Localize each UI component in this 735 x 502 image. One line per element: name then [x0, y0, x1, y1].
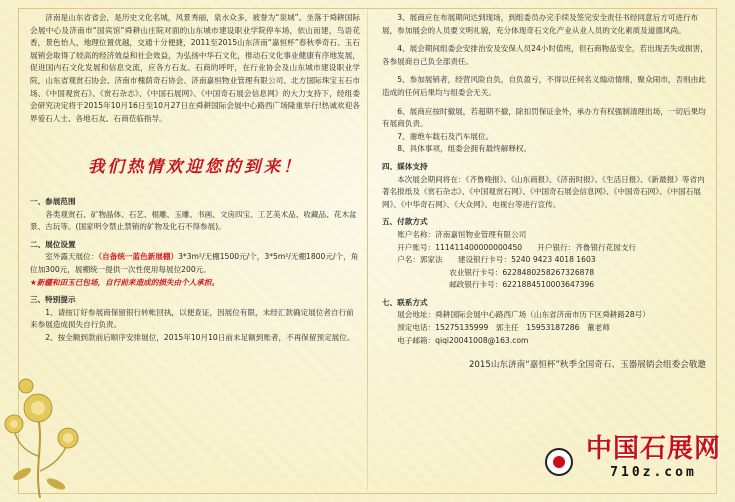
section-body-media: 本次展会期间将在：《齐鲁晚报》、《山东商报》、《济南时报》、《生活日报》、《新最报》等省内著名报纸及《赏石杂志》、《中国观赏石网》、《中国奇石展会信息网》、《中国奇石网》、《中国石展网》、《中华奇石网》、《大众网》、电视台等进行宣传。: [382, 174, 705, 209]
payee-postal: 邮政银行卡号：6221884510003647396: [449, 280, 595, 290]
payee-abc: 农业银行卡号：6228480258267326878: [449, 267, 595, 277]
section-title-tips: 三、特别提示: [30, 295, 76, 305]
section-title-contact: 七、联系方式: [382, 297, 428, 307]
rule-6: 6、展商应按时撤展，若超期不撤，除扣罚保证金外，承办方有权强制清理出场，一切后果均有展商负责。: [382, 106, 706, 129]
organizer-signature: 2015山东济南“嘉恒杯”秋季全国奇石、玉器展销会组委会敬邀: [468, 360, 706, 371]
section-body-scope: 各类观赏石、矿物晶体、石艺、根雕、玉雕、书画、文房四宝、工艺美术品、收藏品、花木盆景、古玩等。(国家明令禁止禁销的矿物及化石不得参展)。: [30, 209, 357, 232]
section-title-scope: 一、参展范围: [30, 196, 76, 206]
rule-4: 4、展会期间组委会安排治安及安保人员24小时值班，但石商物品安全，若出现丢失或损害，各参展商自己负全部责任。: [382, 44, 708, 66]
booking-phone: 预定电话：15275135999 郭主任 15953187286 董老师: [397, 323, 610, 333]
booth-tent-note: （自备统一蓝色新展棚）: [98, 252, 179, 262]
account-number: 开户账号：111411400000000450 开户银行：齐鲁银行花园支行: [397, 242, 637, 252]
rule-8: 8、具体事项，组委会拥有最终解释权。: [397, 144, 532, 154]
section-title-media: 四、媒体支持: [382, 161, 428, 171]
rule-3: 3、展商应在布展期间达到现场，到组委员办完手续及签完安全责任书经同意后方可进行布展，参加展会的人员要文明礼貌，充分体现奇石文化产业从业人员的文化素质及道德风尚。: [382, 13, 699, 35]
rule-5: 5、参加展销者，经营风险自负，自负盈亏，不得以任何名义煽动情绪，聚众闹市，否则由此造成的任何后果均与组委会无关。: [382, 75, 706, 97]
venue-address: 展会地址：舜耕国际会展中心路西广场（山东省济南市历下区舜耕路28号）: [397, 310, 650, 320]
booth-pricing: 室外露天展位：（自备统一蓝色新展棚）3*3m²/无棚1500元/个，3*5m²/无棚1800元/个，角位加300元，展棚统一提供一次性使用每展位200元。: [30, 252, 359, 274]
rule-7: 7、谢绝车载石及汽车展位。: [397, 131, 494, 141]
left-column: [30, 12, 360, 344]
welcome-heading: 我们热情欢迎您的到来！: [88, 157, 303, 177]
account-name: 账户名称：济南嘉恒物业管理有限公司: [397, 229, 527, 239]
section-title-booth: 二、展位设置: [30, 239, 76, 249]
flower-decoration: [4, 356, 82, 498]
right-column: [382, 12, 712, 372]
watermark-url: 710z.com: [610, 465, 697, 480]
watermark-site-name: 中国石展网: [585, 434, 721, 464]
contact-email[interactable]: 电子邮箱：qiqi20041008@163.com: [397, 335, 529, 345]
tip-1: 1、请按订好参展商保留银行转帐回执，以便查证，因展位有限，未经汇款确定展位者自行前来参展造成损失自行负责。: [30, 307, 354, 330]
intro-paragraph: 济南是山东省省会，是历史文化名城，风景秀丽，泉水众多，被誉为“泉城”。坐落于舜耕国际会展中心及济南市“国宾馆”舜耕山庄院对面的山东城市建设职业学院停车场，依山而建，鸟语花香，景色怡人，地理位置优越，交通十分便捷，2011至2015山东济南“嘉恒杯”春秋季奇石、玉石展销会取得了较高的经济效益和社会效益，为弘扬中华石文化，推动石文化事业健康有序地发展，促进国内石文化发展和信息交流，应各方石友、石商的呼吁，在行业协会及山东城市建设职业学院，山东省观赏石协会、济南市槐荫奇石协会、济南嘉恒物业管理有限公司、北方国际珠宝玉石市场、《中国观赏石》、《赏石杂志》、《中国石展网》、《中国奇石展会信息网》的大力支持下，经组委会研究决定将于2015年10月16日至10月27日在舜耕国际会展中心路西广场隆重举行!热诚欢迎各界爱石人士、各地石友、石商莅临指导。: [30, 13, 360, 123]
payee-ccb: 户名：郭家法 建设银行卡号：5240 9423 4018 1603: [397, 255, 596, 265]
fold-line: [367, 10, 368, 490]
section-title-payment: 五、付款方式: [382, 217, 428, 227]
site-logo-icon: [545, 448, 573, 476]
hetian-jade-notice: ★新疆和田玉已包场，自行前来造成的损失由个人承担。: [30, 277, 220, 287]
tip-2: 2、按全额到款前后顺序安排展位，2015年10月10日前未足额到账者，不再保留预定展位。: [45, 332, 355, 342]
site-watermark[interactable]: [586, 428, 721, 480]
